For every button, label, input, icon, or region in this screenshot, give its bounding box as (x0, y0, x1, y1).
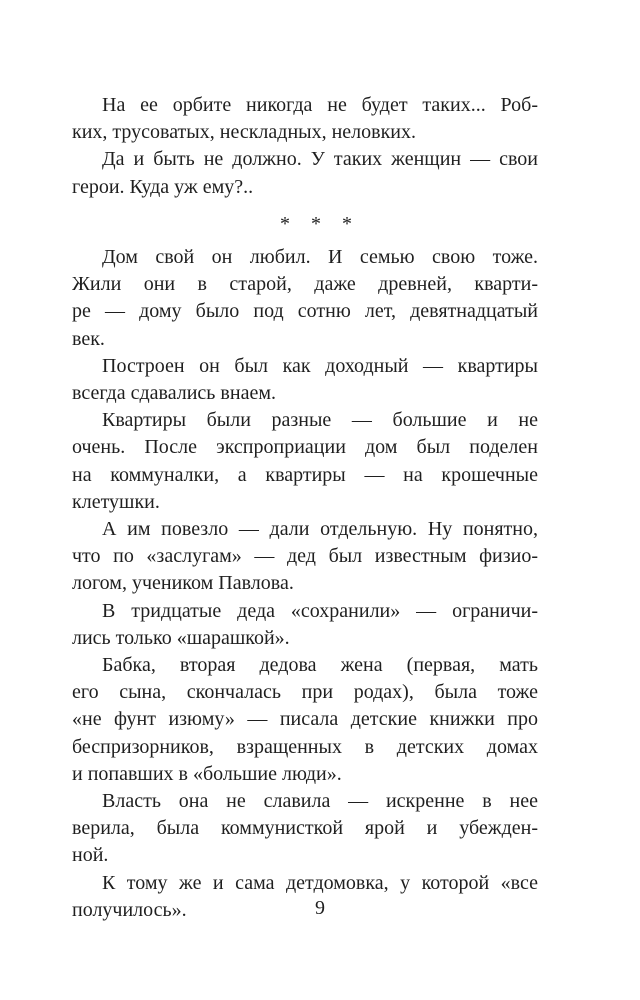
text-line: ре — дому было под сотню лет, девятнадцатый (72, 300, 538, 323)
text-line: логом, учеником Павлова. (72, 572, 294, 595)
section-separator: * * * (280, 212, 360, 235)
text-line: его сына, скончалась при родах), была тоже (72, 681, 538, 704)
page-number: 9 (315, 897, 325, 919)
text-line: ной. (72, 844, 109, 867)
text-line: клетушки. (72, 490, 160, 513)
text-line: на коммуналки, а квартиры — на крошечные (72, 463, 538, 486)
text-line: «не фунт изюму» — писала детские книжки про (72, 708, 538, 731)
text-line: беспризорников, взращенных в детских домах (72, 735, 538, 758)
text-line: Построен он был как доходный — квартиры (102, 354, 538, 377)
text-line: На ее орбите никогда не будет таких... Роб- (102, 94, 538, 116)
text-line: Жили они в старой, даже древней, кварти- (72, 273, 538, 296)
text-line: А им повезло — дали отдельную. Ну понятно, (102, 518, 538, 540)
text-line: Да и быть не должно. У таких женщин — свои (102, 148, 538, 171)
text-line: и попавших в «большие люди». (72, 762, 342, 785)
text-line: К тому же и сама детдомовка, у которой «все (102, 871, 538, 894)
text-line: В тридцатые деда «сохранили» — ограничи- (102, 599, 538, 622)
text-line: век. (72, 327, 105, 350)
text-line: Бабка, вторая дедова жена (первая, мать (102, 654, 538, 676)
text-line: Дом свой он любил. И семью свою тоже. (102, 246, 538, 268)
text-line: получилось». (72, 898, 187, 921)
text-line: лись только «шарашкой». (72, 626, 290, 649)
text-line: герои. Куда уж ему?.. (72, 175, 254, 198)
text-line: очень. После экспроприации дом был поделен (72, 436, 538, 459)
text-line: что по «заслугам» — дед был известным физио- (72, 545, 538, 568)
text-line: всегда сдавались внаем. (72, 382, 276, 404)
text-line: верила, была коммунисткой ярой и убежден- (72, 817, 538, 840)
text-line: ких, трусоватых, нескладных, неловких. (72, 121, 417, 144)
text-line: Власть она не славила — искренне в нее (102, 790, 538, 812)
text-line: Квартиры были разные — большие и не (102, 409, 538, 432)
